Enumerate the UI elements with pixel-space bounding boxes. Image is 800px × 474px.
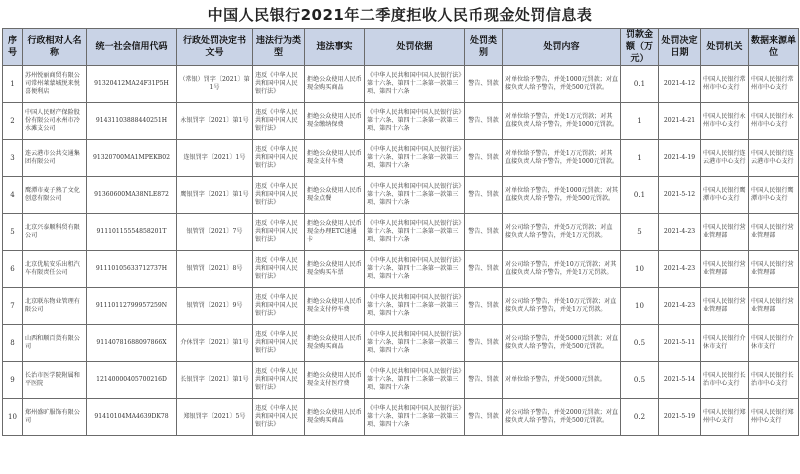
fine-amount-cell: 0.5 <box>621 325 659 362</box>
decision-date-cell: 2021-4-12 <box>659 66 701 103</box>
violation-fact-cell: 拒绝公众使用人民币现金购买商品 <box>305 325 365 362</box>
violation-type-cell: 违反《中华人民共和国中国人民银行法》 <box>253 103 305 140</box>
decision-date-cell: 2021-4-23 <box>659 288 701 325</box>
table-row <box>3 177 799 214</box>
decision-number-cell: 郑银罚字〔2021〕5号 <box>177 399 253 436</box>
party-name-cell: 北京联东物业管理有限公司 <box>23 288 87 325</box>
violation-fact-cell: 拒绝公众使用人民币现金点餐 <box>305 177 365 214</box>
party-name-cell: 北京兴泰顺科贸有限公司 <box>23 214 87 251</box>
penalty-content-cell: 对公司给予警告，并处2000元罚款；对直接负责人给予警告，并处500元罚款。 <box>503 399 621 436</box>
column-header: 处罚依据 <box>365 29 465 66</box>
penalty-basis-cell: 《中华人民共和国中国人民银行法》第十六条、第四十二条第一款第三项、第四十六条 <box>365 325 465 362</box>
violation-fact-cell: 拒绝公众使用人民币现金购买车票 <box>305 251 365 288</box>
row-number-cell: 10 <box>3 399 23 436</box>
credit-code-cell: 12140000405700216D <box>87 362 177 399</box>
row-number-cell: 3 <box>3 140 23 177</box>
party-name-cell: 北京优航安乐出租汽车有限责任公司 <box>23 251 87 288</box>
fine-amount-cell: 1 <box>621 140 659 177</box>
decision-date-cell: 2021-4-23 <box>659 214 701 251</box>
penalty-basis-cell: 《中华人民共和国中国人民银行法》第十六条、第四十二条第一款第三项、第四十六条 <box>365 399 465 436</box>
row-number-cell: 1 <box>3 66 23 103</box>
row-number-cell: 7 <box>3 288 23 325</box>
credit-code-cell: 91140781688097866X <box>87 325 177 362</box>
penalty-category-cell: 警告、罚款 <box>465 214 503 251</box>
decision-date-cell: 2021-4-21 <box>659 103 701 140</box>
penalty-basis-cell: 《中华人民共和国中国人民银行法》第十六条、第四十二条第一款第三项、第四十六条 <box>365 66 465 103</box>
decision-number-cell: 介休罚字〔2021〕第1号 <box>177 325 253 362</box>
credit-code-cell: 91410104MA4639DK78 <box>87 399 177 436</box>
data-source-cell: 中国人民银行鹰潭市中心支行 <box>749 177 799 214</box>
penalty-category-cell: 警告、罚款 <box>465 66 503 103</box>
table-row <box>3 325 799 362</box>
penalty-content-cell: 对公司给予警告，并处10万元罚款；对直接负责人给予警告，并处1万元罚款。 <box>503 288 621 325</box>
party-name-cell: 山西和顺百货有限公司 <box>23 325 87 362</box>
data-source-cell: 中国人民银行营业管理部 <box>749 214 799 251</box>
column-header: 处罚内容 <box>503 29 621 66</box>
credit-code-cell: 91110112799957259N <box>87 288 177 325</box>
decision-date-cell: 2021-5-12 <box>659 177 701 214</box>
data-source-cell: 中国人民银行连云港市中心支行 <box>749 140 799 177</box>
fine-amount-cell: 0.1 <box>621 66 659 103</box>
table-row <box>3 362 799 399</box>
penalty-basis-cell: 《中华人民共和国中国人民银行法》第十六条、第四十二条第一款第三项、第四十六条 <box>365 362 465 399</box>
penalty-category-cell: 警告、罚款 <box>465 325 503 362</box>
credit-code-cell: 91320412MA24F31P5H <box>87 66 177 103</box>
violation-fact-cell: 拒绝公众使用人民币现金缴纳保费 <box>305 103 365 140</box>
penalty-authority-cell: 中国人民银行营业管理部 <box>701 214 749 251</box>
column-header: 罚款金额（万元） <box>621 29 659 66</box>
penalty-category-cell: 警告、罚款 <box>465 288 503 325</box>
column-header: 序号 <box>3 29 23 66</box>
penalty-category-cell: 警告、罚款 <box>465 399 503 436</box>
decision-date-cell: 2021-5-14 <box>659 362 701 399</box>
penalty-authority-cell: 中国人民银行郑州中心支行 <box>701 399 749 436</box>
table-row <box>3 214 799 251</box>
penalty-basis-cell: 《中华人民共和国中国人民银行法》第十六条、第四十二条第一款第三项、第四十六条 <box>365 251 465 288</box>
penalty-content-cell: 对单位给予警告，并处1万元罚款；对其直接负责人给予警告，并处1000元罚款。 <box>503 103 621 140</box>
credit-code-cell: 91320700MA1MPEKB02 <box>87 140 177 177</box>
column-header: 处罚机关 <box>701 29 749 66</box>
column-header: 行政处罚决定书文号 <box>177 29 253 66</box>
penalty-authority-cell: 中国人民银行营业管理部 <box>701 251 749 288</box>
decision-date-cell: 2021-4-19 <box>659 140 701 177</box>
credit-code-cell: 91431103888440251H <box>87 103 177 140</box>
penalty-content-cell: 对单位给予警告，并处5000元罚款。 <box>503 362 621 399</box>
row-number-cell: 8 <box>3 325 23 362</box>
penalty-authority-cell: 中国人民银行营业管理部 <box>701 288 749 325</box>
credit-code-cell: 91110115554858201T <box>87 214 177 251</box>
fine-amount-cell: 10 <box>621 288 659 325</box>
decision-number-cell: 银管罚〔2021〕7号 <box>177 214 253 251</box>
penalty-authority-cell: 中国人民银行介休市支行 <box>701 325 749 362</box>
party-name-cell: 郑州盛旷服饰有限公司 <box>23 399 87 436</box>
penalty-content-cell: 对公司给予警告，并处5000元罚款；对直接负责人给予警告，并处500元罚款。 <box>503 325 621 362</box>
table-row <box>3 103 799 140</box>
column-header: 数据来源单位 <box>749 29 799 66</box>
violation-fact-cell: 拒绝公众使用人民币现金办理ETC速通卡 <box>305 214 365 251</box>
party-name-cell: 中国人民财产保险股份有限公司永州市冷水滩支公司 <box>23 103 87 140</box>
decision-date-cell: 2021-5-19 <box>659 399 701 436</box>
column-header: 处罚类别 <box>465 29 503 66</box>
fine-amount-cell: 10 <box>621 251 659 288</box>
penalty-content-cell: 对公司给予警告，并处5万元罚款；对直接负责人给予警告，并处1万元罚款。 <box>503 214 621 251</box>
penalty-table <box>2 28 799 436</box>
decision-date-cell: 2021-4-23 <box>659 251 701 288</box>
penalty-category-cell: 警告、罚款 <box>465 251 503 288</box>
data-source-cell: 中国人民银行永州市中心支行 <box>749 103 799 140</box>
party-name-cell: 连云港市公共交通集团有限公司 <box>23 140 87 177</box>
decision-number-cell: 银管罚〔2021〕8号 <box>177 251 253 288</box>
penalty-authority-cell: 中国人民银行永州市中心支行 <box>701 103 749 140</box>
row-number-cell: 9 <box>3 362 23 399</box>
penalty-basis-cell: 《中华人民共和国中国人民银行法》第十六条、第四十二条第一款第三项、第四十六条 <box>365 140 465 177</box>
column-header: 行政相对人名称 <box>23 29 87 66</box>
violation-type-cell: 违反《中华人民共和国中国人民银行法》 <box>253 140 305 177</box>
data-source-cell: 中国人民银行常州市中心支行 <box>749 66 799 103</box>
column-header: 统一社会信用代码 <box>87 29 177 66</box>
table-row <box>3 66 799 103</box>
penalty-basis-cell: 《中华人民共和国中国人民银行法》第十六条、第四十二条第一款第三项、第四十六条 <box>365 177 465 214</box>
penalty-authority-cell: 中国人民银行连云港市中心支行 <box>701 140 749 177</box>
penalty-content-cell: 对公司给予警告，并处10万元罚款；对其直接负责人给予警告，并处1万元罚款。 <box>503 251 621 288</box>
decision-number-cell: 连银罚字〔2021〕1号 <box>177 140 253 177</box>
table-row <box>3 251 799 288</box>
row-number-cell: 2 <box>3 103 23 140</box>
violation-fact-cell: 拒绝公众使用人民币现金购买商品 <box>305 399 365 436</box>
row-number-cell: 6 <box>3 251 23 288</box>
page-title: 中国人民银行2021年二季度拒收人民币现金处罚信息表 <box>207 6 593 24</box>
table-header-row <box>3 29 799 66</box>
penalty-category-cell: 警告、罚款 <box>465 177 503 214</box>
data-source-cell: 中国人民银行营业管理部 <box>749 251 799 288</box>
data-source-cell: 中国人民银行介休市支行 <box>749 325 799 362</box>
column-header: 违法事实 <box>305 29 365 66</box>
row-number-cell: 5 <box>3 214 23 251</box>
penalty-category-cell: 警告、罚款 <box>465 140 503 177</box>
violation-type-cell: 违反《中华人民共和国中国人民银行法》 <box>253 214 305 251</box>
decision-date-cell: 2021-5-11 <box>659 325 701 362</box>
decision-number-cell: （常银）罚字〔2021〕第1号 <box>177 66 253 103</box>
credit-code-cell: 91110105633712737H <box>87 251 177 288</box>
penalty-category-cell: 警告、罚款 <box>465 103 503 140</box>
violation-type-cell: 违反《中华人民共和国中国人民银行法》 <box>253 399 305 436</box>
data-source-cell: 中国人民银行长治市中心支行 <box>749 362 799 399</box>
decision-number-cell: 鹰银罚字〔2021〕第1号 <box>177 177 253 214</box>
violation-fact-cell: 拒绝公众使用人民币现金支付停车费 <box>305 288 365 325</box>
violation-type-cell: 违反《中华人民共和国中国人民银行法》 <box>253 325 305 362</box>
penalty-content-cell: 对单位给予警告，并处1000元罚款；对直接负责人给予警告，并处500元罚款。 <box>503 66 621 103</box>
violation-fact-cell: 拒绝公众使用人民币现金购买商品 <box>305 66 365 103</box>
data-source-cell: 中国人民银行郑州中心支行 <box>749 399 799 436</box>
violation-type-cell: 违反《中华人民共和国中国人民银行法》 <box>253 251 305 288</box>
penalty-authority-cell: 中国人民银行鹰潭市中心支行 <box>701 177 749 214</box>
table-row <box>3 140 799 177</box>
decision-number-cell: 银管罚〔2021〕9号 <box>177 288 253 325</box>
fine-amount-cell: 5 <box>621 214 659 251</box>
fine-amount-cell: 0.5 <box>621 362 659 399</box>
table-row <box>3 399 799 436</box>
fine-amount-cell: 0.1 <box>621 177 659 214</box>
table-row <box>3 288 799 325</box>
column-header: 违法行为类型 <box>253 29 305 66</box>
fine-amount-cell: 0.2 <box>621 399 659 436</box>
data-source-cell: 中国人民银行营业管理部 <box>749 288 799 325</box>
penalty-content-cell: 对单位给予警告，并处1万元罚款；对其直接负责人给予警告，并处1000元罚款。 <box>503 140 621 177</box>
credit-code-cell: 91360600MA38NLE872 <box>87 177 177 214</box>
row-number-cell: 4 <box>3 177 23 214</box>
party-name-cell: 鹰潭市麦子熟了文化创意有限公司 <box>23 177 87 214</box>
violation-type-cell: 违反《中华人民共和国中国人民银行法》 <box>253 177 305 214</box>
penalty-category-cell: 警告、罚款 <box>465 362 503 399</box>
party-name-cell: 苏州悦丽商贸有限公司常州莱蒙城悦来悦喜便利店 <box>23 66 87 103</box>
violation-fact-cell: 拒绝公众使用人民币现金支付车费 <box>305 140 365 177</box>
violation-type-cell: 违反《中华人民共和国中国人民银行法》 <box>253 362 305 399</box>
penalty-content-cell: 对单位给予警告，并处1000元罚款；对其直接负责人给予警告，并处500元罚款。 <box>503 177 621 214</box>
penalty-authority-cell: 中国人民银行常州市中心支行 <box>701 66 749 103</box>
party-name-cell: 长治市医学院附属和平医院 <box>23 362 87 399</box>
column-header: 处罚决定日期 <box>659 29 701 66</box>
fine-amount-cell: 1 <box>621 103 659 140</box>
penalty-basis-cell: 《中华人民共和国中国人民银行法》第十六条、第四十二条第一款第三项、第四十六条 <box>365 103 465 140</box>
decision-number-cell: 永银罚字〔2021〕第1号 <box>177 103 253 140</box>
penalty-basis-cell: 《中华人民共和国中国人民银行法》第十六条、第四十二条第一款第三项、第四十六条 <box>365 288 465 325</box>
violation-type-cell: 违反《中华人民共和国中国人民银行法》 <box>253 288 305 325</box>
violation-fact-cell: 拒绝公众使用人民币现金支付医疗费 <box>305 362 365 399</box>
violation-type-cell: 违反《中华人民共和国中国人民银行法》 <box>253 66 305 103</box>
penalty-basis-cell: 《中华人民共和国中国人民银行法》第十六条、第四十二条第一款第三项、第四十六条 <box>365 214 465 251</box>
decision-number-cell: 长银罚字〔2021〕第1号 <box>177 362 253 399</box>
penalty-authority-cell: 中国人民银行长治市中心支行 <box>701 362 749 399</box>
